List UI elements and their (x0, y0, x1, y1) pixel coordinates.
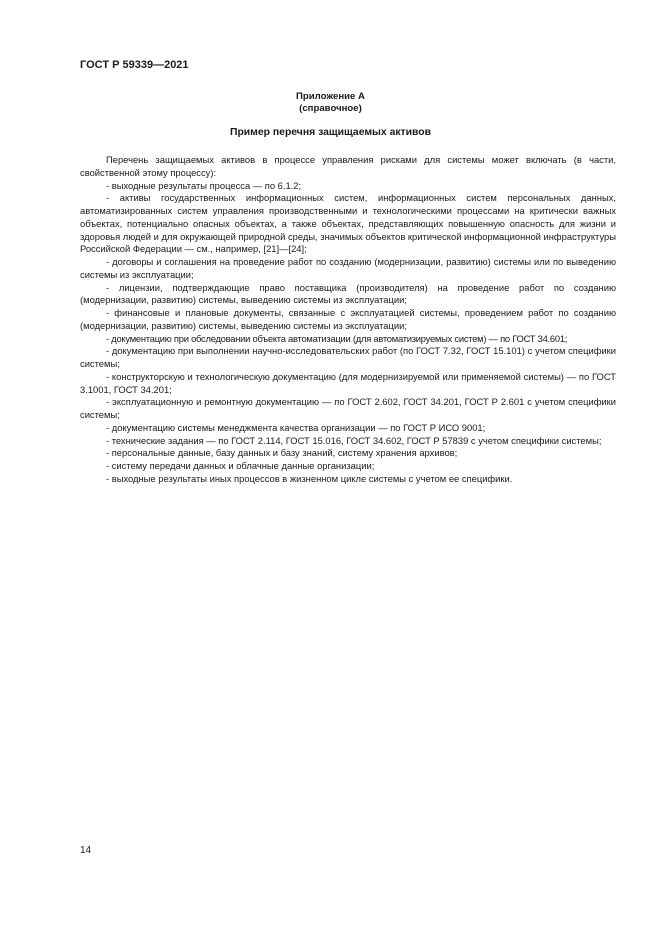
intro-paragraph: Перечень защищаемых активов в процессе управления рисками для системы может включать (в части, свойственной этому процессу): (80, 154, 616, 178)
list-item: - систему передачи данных и облачные данные организации; (106, 460, 375, 471)
list-item: - выходные результаты процесса — по 6.1.2; (106, 179, 302, 191)
list-item: - документацию системы менеджмента качества организации — по ГОСТ Р ИСО 9001; (106, 421, 486, 433)
list-item: - выходные результаты иных процессов в жизненном цикле системы с учетом ее специфики. (106, 472, 513, 484)
body-text (80, 154, 616, 486)
list-item: - документацию при выполнении научно-исследовательских работ (по ГОСТ 7.32, ГОСТ 15.101) с учетом специфики системы; (80, 345, 616, 369)
list-item: - персональные данные, базу данных и базу знаний, систему хранения архивов; (106, 447, 458, 459)
section-title: Пример перечня защищаемых активов (229, 127, 432, 138)
list-item: - эксплуатационную и ремонтную документацию — по ГОСТ 2.602, ГОСТ 34.201, ГОСТ Р 2.601 с учетом специфики системы; (80, 396, 616, 420)
page-number: 14 (80, 845, 92, 856)
list-item: - финансовые и плановые документы, связанные с эксплуатацией системы, проведением работ по созданию (модернизации, развитию) системы, выведению системы из эксплуатации; (80, 307, 616, 331)
document-header: ГОСТ Р 59339—2021 (80, 59, 189, 71)
list-item: - технические задания — по ГОСТ 2.114, ГОСТ 15.016, ГОСТ 34.602, ГОСТ Р 57839 с учетом специфики системы; (106, 434, 602, 446)
list-item: - конструкторскую и технологическую документацию (для модернизируемой или применяемой системы) — по ГОСТ 3.1001, ГОСТ 34.201; (80, 370, 616, 395)
appendix-kind: (справочное) (299, 103, 362, 114)
list-item: - активы государственных информационных систем, информационных систем персональных данных, автоматизированных систем управления производственными и технологическими процессами на критически важных объектах, потенциально опасных объектах, а также объектах, представляющих повышенную опасность для жизни и здоровья людей и для окружающей природной среды, значимых объектов критической информационной инфраструктуры Российской Федерации — см., например, [21]—[24]; (80, 192, 616, 255)
list-item: - документацию при обследовании объекта автоматизации (для автоматизируемых систем) — по ГОСТ 34.601; (106, 332, 568, 344)
appendix-label: Приложение А (296, 91, 365, 102)
list-item: - договоры и соглашения на проведение работ по созданию (модернизации, развитию) системы или по выведению системы из эксплуатации; (80, 256, 616, 280)
list-item: - лицензии, подтверждающие право поставщика (производителя) на проведение работ по созданию (модернизации, развитию) системы, выведению системы из эксплуатации; (80, 281, 616, 306)
